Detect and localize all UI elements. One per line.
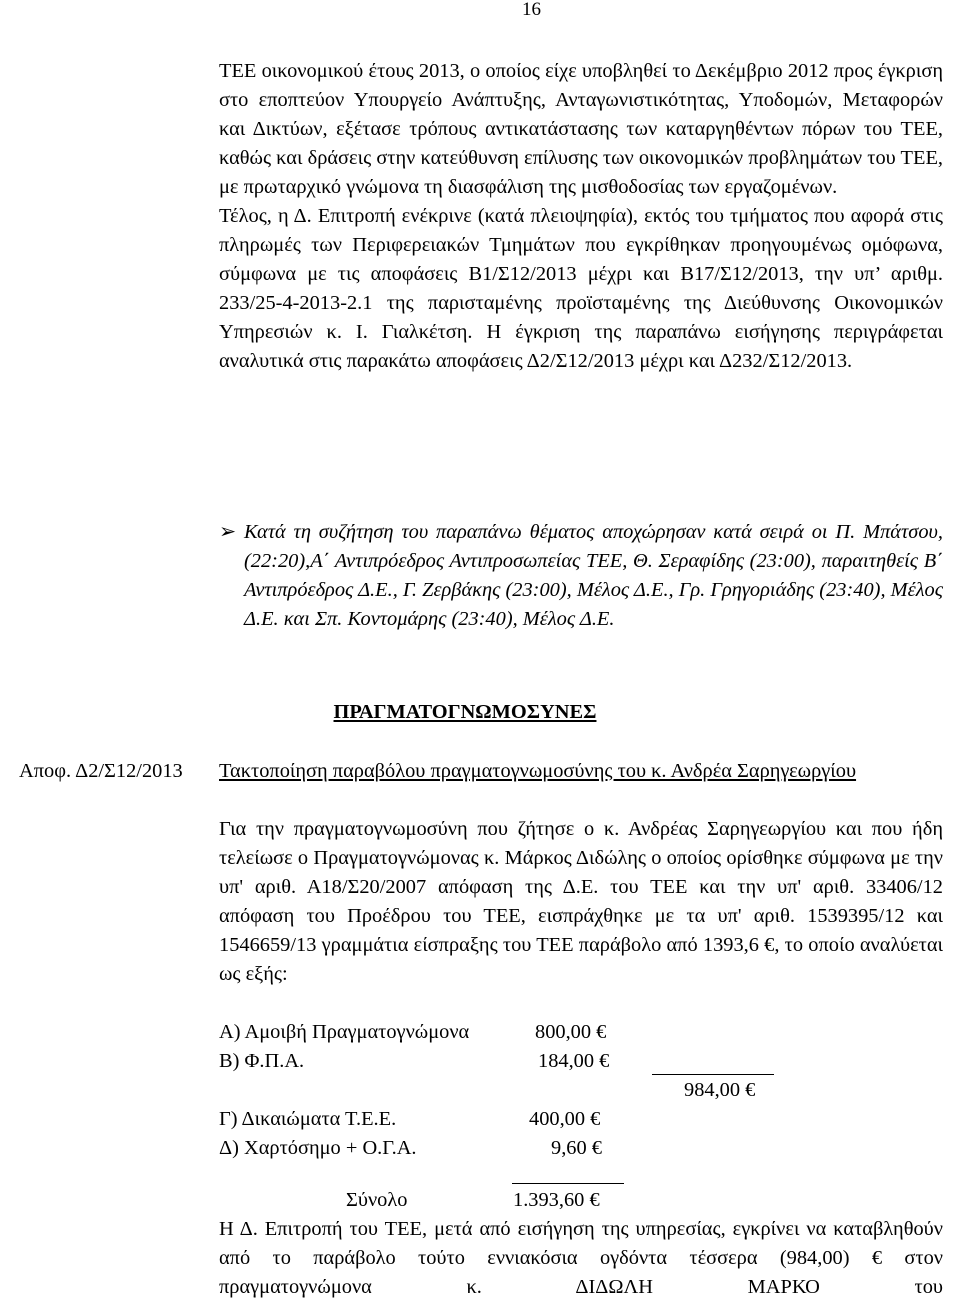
page-number: 16 [522, 0, 541, 20]
fee-total-label: Σύνολο [346, 1189, 408, 1211]
paragraph-approval: Τέλος, η Δ. Επιτροπή ενέκρινε (κατά πλειοψηφία), εκτός του τμήματος που αφορά στις πληρωμές των Περιφερειακών Τμημάτων που εγκρίθηκαν προηγουμένως ομόφωνα, σύμφωνα με τις αποφάσεις Β1/Σ12/2013 μέχρι και Β17/Σ12/2013, την υπ’ αριθμ. 233/25-4-2013-2.1 της παρισταμένης προϊσταμένης της Διεύθυνσης Οικονομικών Υπηρεσιών κ. Ι. Γιαλκέτση. Η έγκριση της παραπάνω εισήγησης περιγράφεται αναλυτικά στις παρακάτω αποφάσεις Δ2/Σ12/2013 μέχρι και Δ232/Σ12/2013. [219, 205, 943, 372]
fee-d-label: Δ) Χαρτόσημο + Ο.Γ.Α. [219, 1137, 417, 1159]
fee-total-value: 1.393,60 € [513, 1189, 600, 1211]
decision-ref-number: Δ2/Σ12/2013 [75, 760, 183, 782]
fee-c-label: Γ) Δικαιώματα Τ.Ε.Ε. [219, 1108, 397, 1130]
subtotal-rule [652, 1074, 774, 1075]
fee-b-label: Β) Φ.Π.Α. [219, 1050, 305, 1072]
decision-final-text: Η Δ. Επιτροπή του ΤΕΕ, μετά από εισήγηση της υπηρεσίας, εγκρίνει να καταβληθούν από το παράβολο τούτο εννιακόσια ογδόντα τέσσερα (984,00) € στον πραγματογνώμονα κ. ΔΙΔΩΛΗ ΜΑΡΚΟ του [219, 1218, 943, 1298]
intro-text [219, 57, 943, 376]
fee-subtotal: 984,00 € [684, 1079, 756, 1101]
departures-text: Κατά τη συζήτηση του παραπάνω θέματος αποχώρησαν κατά σειρά οι Π. Μπάτσου, (22:20),Α΄ Αντιπρόεδρος Αντιπροσωπείας ΤΕΕ, Θ. Σεραφίδης (23:00), παραιτηθείς Β΄ Αντιπρόεδρος Δ.Ε., Γ. Ζερβάκης (23:00), Μέλος Δ.Ε., Γρ. Γρηγοριάδης (23:40), Μέλος Δ.Ε. και Σπ. Κοντομάρης (23:40), Μέλος Δ.Ε. [244, 521, 943, 630]
fee-a-label: Α) Αμοιβή Πραγματογνώμονα [219, 1021, 470, 1043]
departures-bullet [219, 518, 943, 634]
arrow-bullet-icon: ➢ [219, 521, 237, 543]
fee-c-value: 400,00 € [529, 1108, 601, 1130]
fee-b-value: 184,00 € [538, 1050, 610, 1072]
decision-ref-prefix: Αποφ. [19, 760, 72, 782]
total-rule [512, 1183, 624, 1184]
paragraph-budget: ΤΕΕ οικονομικού έτους 2013, ο οποίος είχε υποβληθεί το Δεκέμβριο 2012 προς έγκριση στο εποπτεύον Υπουργείο Ανάπτυξης, Ανταγωνιστικότητας, Υποδομών, Μεταφορών και Δικτύων, εξέτασε τρόπους αντικατάστασης των καταργηθέντων πόρων του ΤΕΕ, καθώς και δράσεις στην κατεύθυνση επίλυσης των οικονομικών προβλημάτων του ΤΕΕ, με πρωταρχικό γνώμονα τη διασφάλιση της μισθοδοσίας των εργαζομένων. [219, 60, 943, 198]
decision-title: Τακτοποίηση παραβόλου πραγματογνωμοσύνης του κ. Ανδρέα Σαρηγεωργίου [219, 760, 857, 782]
fee-d-value: 9,60 € [551, 1137, 602, 1159]
decision-reference [19, 757, 183, 786]
section-heading-text: ΠΡΑΓΜΑΤΟΓΝΩΜΟΣΥΝΕΣ [333, 701, 597, 723]
decision-body: Για την πραγματογνωμοσύνη που ζήτησε ο κ. Ανδρέας Σαρηγεωργίου και που ήδη τελείωσε ο Πραγματογνώμονας κ. Μάρκος Διδώλης ο οποίος ορίσθηκε σύμφωνα με την υπ' αριθ. Α18/Σ20/2007 απόφαση της Δ.Ε. του ΤΕΕ και την υπ' αριθ. 33406/12 απόφαση του Προέδρου του ΤΕΕ, εισπράχθηκε με τα υπ' αριθ. 1539395/12 και 1546659/13 γραμμάτια είσπραξης του ΤΕΕ παράβολο από 1393,6 €, το οποίο αναλύεται ως εξής: [219, 818, 943, 985]
fee-a-value: 800,00 € [535, 1021, 607, 1043]
section-heading [0, 698, 960, 727]
